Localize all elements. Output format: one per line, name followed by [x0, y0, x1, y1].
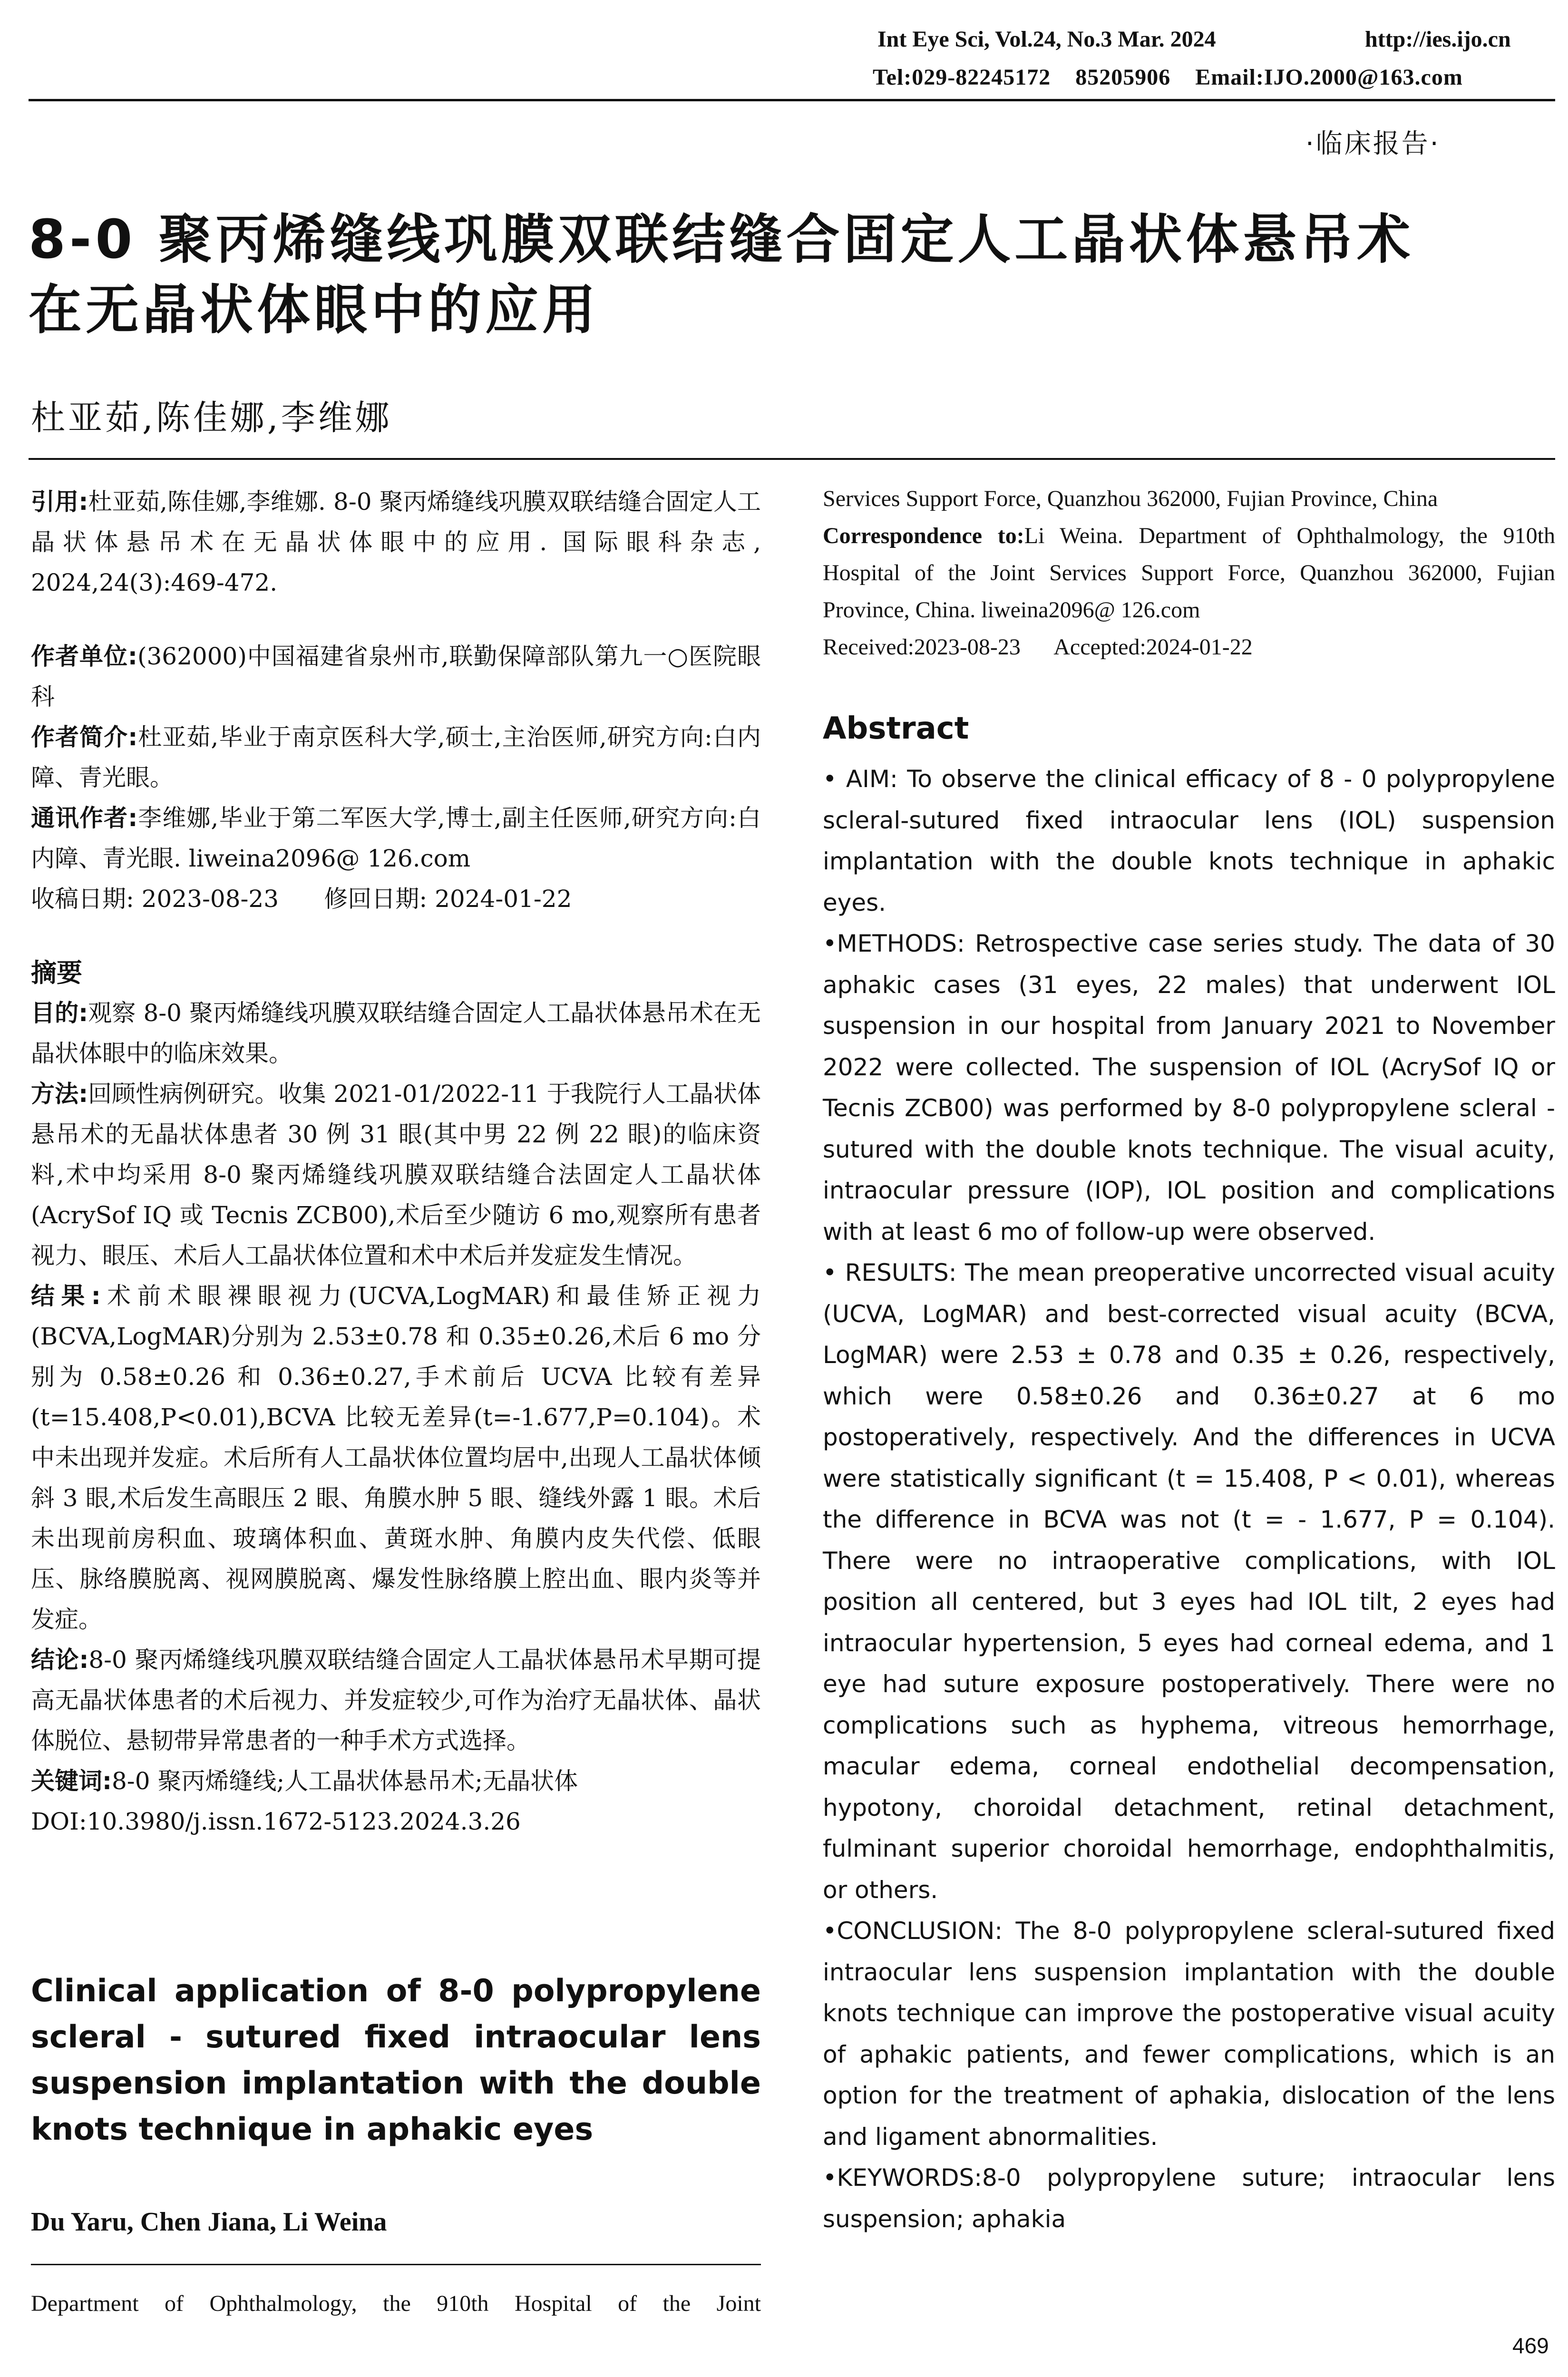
journal-contact: Tel:029-82245172 85205906 Email:IJO.2000@163.com [873, 65, 1463, 90]
keywords-en: •KEYWORDS:8-0 polypropylene suture; intraocular lens suspension; aphakia [823, 2164, 1555, 2233]
authors-cn: 杜亚茹,陈佳娜,李维娜 [31, 398, 392, 438]
results-en: • RESULTS: The mean preoperative uncorrected visual acuity (UCVA, LogMAR) and best-corrected visual acuity (BCVA, LogMAR) were 2.53 ± 0.78 and 0.35 ± 0.26, respectively, which were 0.58±0.26 and 0.36±0.27 at 6 mo postoperatively, respectively. And the differences in UCVA were statistically significant (t = 15.408, P < 0.01), whereas the difference in BCVA was not (t = - 1.677, P = 0.104). There were no intraoperative complications, with IOL position all centered, but 3 eyes had IOL tilt, 2 eyes had intraocular hypertension, 5 eyes had corneal edema, and 1 eye had suture exposure postoperatively. There were no complications such as hyphema, vitreous hemorrhage, macular edema, corneal endothelial decompensation, hypotony, choroidal detachment, retinal detachment, fulminant superior choroidal hemorrhage, endophthalmitis, or others. [823, 1259, 1555, 1904]
right-affiliation [823, 480, 1555, 666]
results-label: 结果: [31, 1282, 101, 1310]
article-title [29, 205, 1414, 345]
conclusion-cn [31, 1640, 761, 1761]
keywords-label: 关键词: [31, 1767, 112, 1795]
results-cn [31, 1276, 761, 1640]
conclusion-text: 8-0 聚丙烯缝线巩膜双联结缝合固定人工晶状体悬吊术早期可提高无晶状体患者的术后视力、并发症较少,可作为治疗无晶状体、晶状体脱位、悬韧带异常患者的一种手术方式选择。 [31, 1646, 761, 1754]
methods-label: 方法: [31, 1080, 88, 1108]
keywords-cn [31, 1761, 761, 1802]
corr-text: 李维娜,毕业于第二军医大学,博士,副主任医师,研究方向:白内障、青光眼. liweina2096@ 126.com [31, 804, 761, 872]
conclusion-en: •CONCLUSION: The 8-0 polypropylene scleral-sutured fixed intraocular lens suspension implantation with the double knots technique can improve the postoperative visual acuity of aphakic patients, and fewer complications, which is an option for the treatment of aphakia, dislocation of the lens and ligament abnormalities. [823, 1917, 1555, 2151]
footnote-rule [31, 2264, 761, 2265]
abstract-heading-en: Abstract [823, 711, 969, 746]
citation-text: 杜亚茹,陈佳娜,李维娜. 8-0 聚丙烯缝线巩膜双联结缝合固定人工晶状体悬吊术在无晶状体眼中的应用. 国际眼科杂志, 2024,24(3):469-472. [31, 488, 761, 596]
doi[interactable]: DOI:10.3980/j.issn.1672-5123.2024.3.26 [31, 1808, 521, 1835]
methods-en: •METHODS: Retrospective case series study. The data of 30 aphakic cases (31 eyes, 22 males) that underwent IOL suspension in our hospital from January 2021 to November 2022 were collected. The suspension of IOL (AcrySof IQ or Tecnis ZCB00) was performed by 8-0 polypropylene scleral - sutured with the double knots technique. The visual acuity, intraocular pressure (IOP), IOL position and complications with at least 6 mo of follow-up were observed. [823, 930, 1555, 1246]
abstract-heading-cn: 摘要 [31, 958, 82, 988]
aim-text: 观察 8-0 聚丙烯缝线巩膜双联结缝合固定人工晶状体悬吊术在无晶状体眼中的临床效果。 [31, 999, 761, 1067]
correspondence-label: Correspondence to: [823, 523, 1024, 548]
methods-cn [31, 1074, 761, 1276]
affiliation-label: 作者单位: [31, 643, 137, 670]
journal-info: Int Eye Sci, Vol.24, No.3 Mar. 2024 [877, 27, 1216, 52]
received-dates-cn: 收稿日期: 2023-08-23 修回日期: 2024-01-22 [31, 885, 572, 913]
corresponding-author [31, 798, 761, 879]
corr-label: 通讯作者: [31, 804, 138, 832]
methods-text: 回顾性病例研究。收集 2021-01/2022-11 于我院行人工晶状体悬吊术的无晶状体患者 30 例 31 眼(其中男 22 例 22 眼)的临床资料,术中均采用 8-0 聚丙烯缝线巩膜双联结缝合法固定人工晶状体(AcrySof IQ 或 Tecnis ZCB00),术后至少随访 6 mo,观察所有患者视力、眼压、术后人工晶状体位置和术中术后并发症发生情况。 [31, 1080, 761, 1269]
conclusion-label: 结论: [31, 1646, 89, 1674]
page-number: 469 [1512, 2333, 1549, 2358]
authors-en: Du Yaru, Chen Jiana, Li Weina [31, 2207, 387, 2237]
header-rule [29, 99, 1555, 101]
affiliation-text: (362000)中国福建省泉州市,联勤保障部队第九一○医院眼科 [31, 643, 761, 711]
abstract-en [823, 759, 1555, 2240]
citation-label: 引用: [31, 488, 88, 516]
journal-website[interactable]: http://ies.ijo.cn [1365, 27, 1511, 52]
department-line: Department of Ophthalmology, the 910th Hospital of the Joint [31, 2291, 761, 2316]
english-title: Clinical application of 8-0 polypropylene scleral - sutured fixed intraocular lens suspension implantation with the double knots technique in aphakic eyes [31, 1973, 761, 2147]
author-bio [31, 717, 761, 798]
authors-rule [29, 458, 1555, 460]
aim-en: • AIM: To observe the clinical efficacy of 8 - 0 polypropylene scleral-sutured fixed intraocular lens (IOL) suspension implantation with the double knots technique in aphakic eyes. [823, 765, 1555, 916]
aim-label: 目的: [31, 999, 88, 1027]
keywords-text: 8-0 聚丙烯缝线;人工晶状体悬吊术;无晶状体 [112, 1767, 578, 1795]
bio-label: 作者简介: [31, 723, 138, 751]
title-line-1: 8-0 聚丙烯缝线巩膜双联结缝合固定人工晶状体悬吊术 [29, 209, 1414, 271]
received-accepted: Received:2023-08-23 Accepted:2024-01-22 [823, 634, 1253, 660]
affiliation [31, 636, 761, 717]
results-text: 术前术眼裸眼视力(UCVA,LogMAR)和最佳矫正视力(BCVA,LogMAR)分别为 2.53±0.78 和 0.35±0.26,术后 6 mo 分别为 0.58±0.26 和 0.36±0.27,手术前后 UCVA 比较有差异(t=15.408,P<0.01),BCVA 比较无差异(t=-1.677,P=0.104)。术中未出现并发症。术后所有人工晶状体位置均居中,出现人工晶状体倾斜 3 眼,术后发生高眼压 2 眼、角膜水肿 5 眼、缝线外露 1 眼。术后未出现前房积血、玻璃体积血、黄斑水肿、角膜内皮失代偿、低眼压、脉络膜脱离、视网膜脱离、爆发性脉络膜上腔出血、眼内炎等并发症。 [31, 1282, 761, 1633]
correspondence-en [823, 517, 1555, 629]
aim-cn [31, 993, 761, 1074]
left-column [31, 482, 761, 1842]
section-label: ·临床报告· [1305, 128, 1441, 159]
department-continued: Services Support Force, Quanzhou 362000, Fujian Province, China [823, 486, 1438, 511]
bio-text: 杜亚茹,毕业于南京医科大学,硕士,主治医师,研究方向:白内障、青光眼。 [31, 723, 761, 791]
citation [31, 482, 761, 603]
title-line-2: 在无晶状体眼中的应用 [29, 279, 599, 341]
correspondence-text: Li Weina. Department of Ophthalmology, the 910th Hospital of the Joint Services Support Force, Quanzhou 362000, Fujian Province, China. liweina2096@ 126.com [823, 523, 1556, 623]
